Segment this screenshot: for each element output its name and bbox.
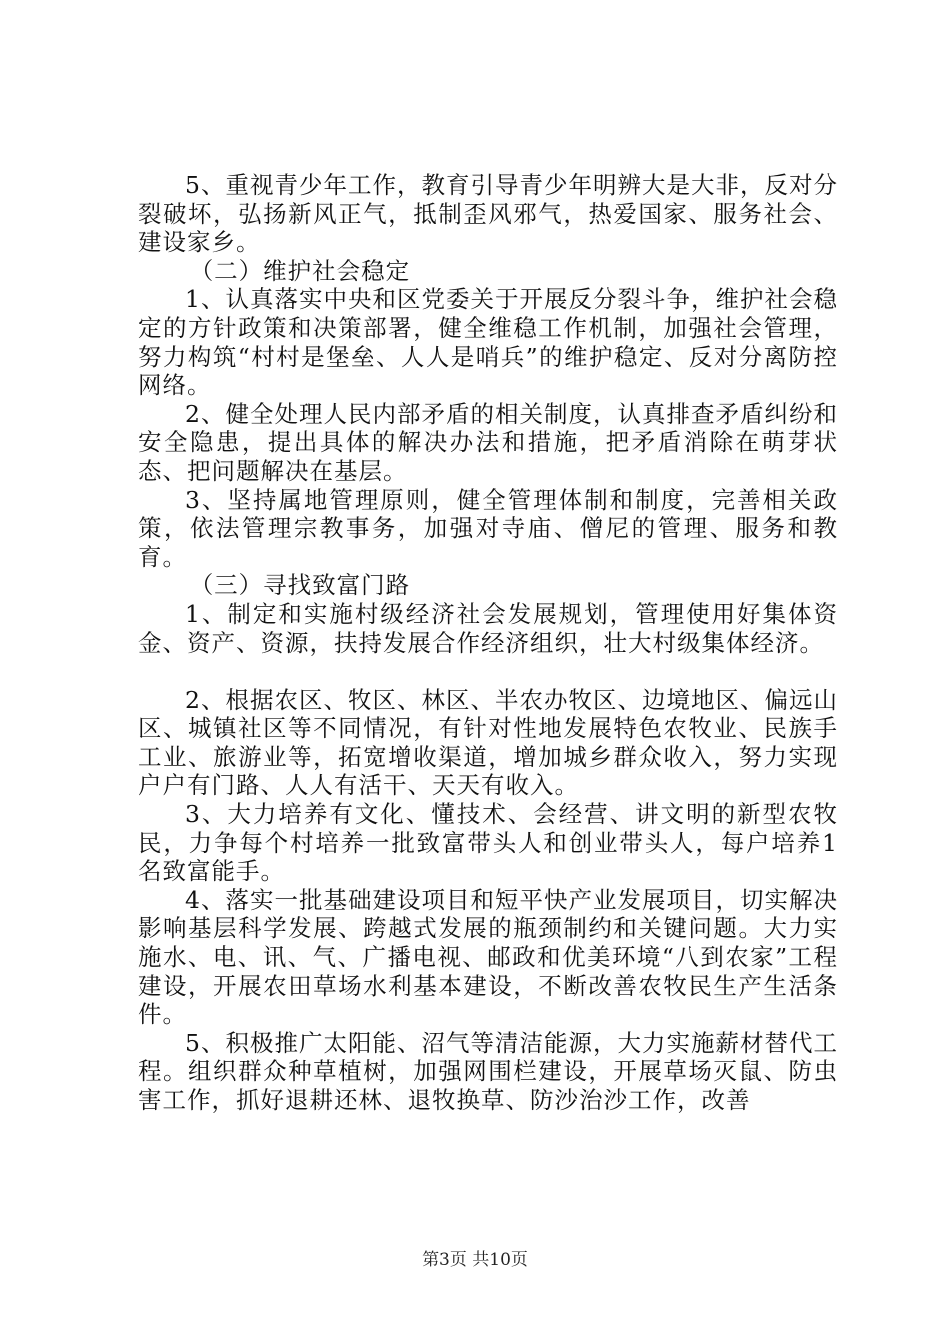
paragraph-territorial-management: 3、坚持属地管理原则，健全管理体制和制度，完善相关政策，依法管理宗教事务，加强对寺庙、僧尼的管理、服务和教育。 <box>138 485 838 571</box>
paragraph-infrastructure: 4、落实一批基础建设项目和短平快产业发展项目，切实解决影响基层科学发展、跨越式发展的瓶颈制约和关键问题。大力实施水、电、讯、气、广播电视、邮政和优美环境“八到农家”工程建设，开展农田草场水利基本建设，不断改善农牧民生产生活条件。 <box>138 885 838 1029</box>
paragraph-anti-separatism: 1、认真落实中央和区党委关于开展反分裂斗争，维护社会稳定的方针政策和决策部署，健全维稳工作机制，加强社会管理，努力构筑“村村是堡垒、人人是哨兵”的维护稳定、反对分离防控网络。 <box>138 285 838 400</box>
blank-line <box>138 657 838 686</box>
paragraph-internal-contradictions: 2、健全处理人民内部矛盾的相关制度，认真排查矛盾纠纷和安全隐患，提出具体的解决办法和措施，把矛盾消除在萌芽状态、把问题解决在基层。 <box>138 399 838 485</box>
page-number-footer: 第3页 共10页 <box>422 1250 528 1270</box>
paragraph-youth-work: 5、重视青少年工作，教育引导青少年明辨大是大非，反对分裂破坏，弘扬新风正气，抵制歪风邪气，热爱国家、服务社会、建设家乡。 <box>138 171 838 257</box>
paragraph-farmer-training: 3、大力培养有文化、懂技术、会经营、讲文明的新型农牧民，力争每个村培养一批致富带头人和创业带头人，每户培养1名致富能手。 <box>138 800 838 886</box>
paragraph-regional-industries: 2、根据农区、牧区、林区、半农办牧区、边境地区、偏远山区、城镇社区等不同情况，有针对性地发展特色农牧业、民族手工业、旅游业等，拓宽增收渠道，增加城乡群众收入，努力实现户户有门路、人人有活干、天天有收入。 <box>138 685 838 800</box>
document-body <box>138 171 838 1115</box>
paragraph-village-economy: 1、制定和实施村级经济社会发展规划，管理使用好集体资金、资产、资源，扶持发展合作经济组织，壮大村级集体经济。 <box>138 599 838 657</box>
paragraph-clean-energy: 5、积极推广太阳能、沼气等清洁能源，大力实施薪材替代工程。组织群众种草植树，加强网围栏建设，开展草场灭鼠、防虫害工作，抓好退耕还林、退牧换草、防沙治沙工作，改善 <box>138 1028 838 1114</box>
section-heading-social-stability: （二）维护社会稳定 <box>189 256 411 285</box>
section-heading-prosperity: （三）寻找致富门路 <box>189 571 411 600</box>
